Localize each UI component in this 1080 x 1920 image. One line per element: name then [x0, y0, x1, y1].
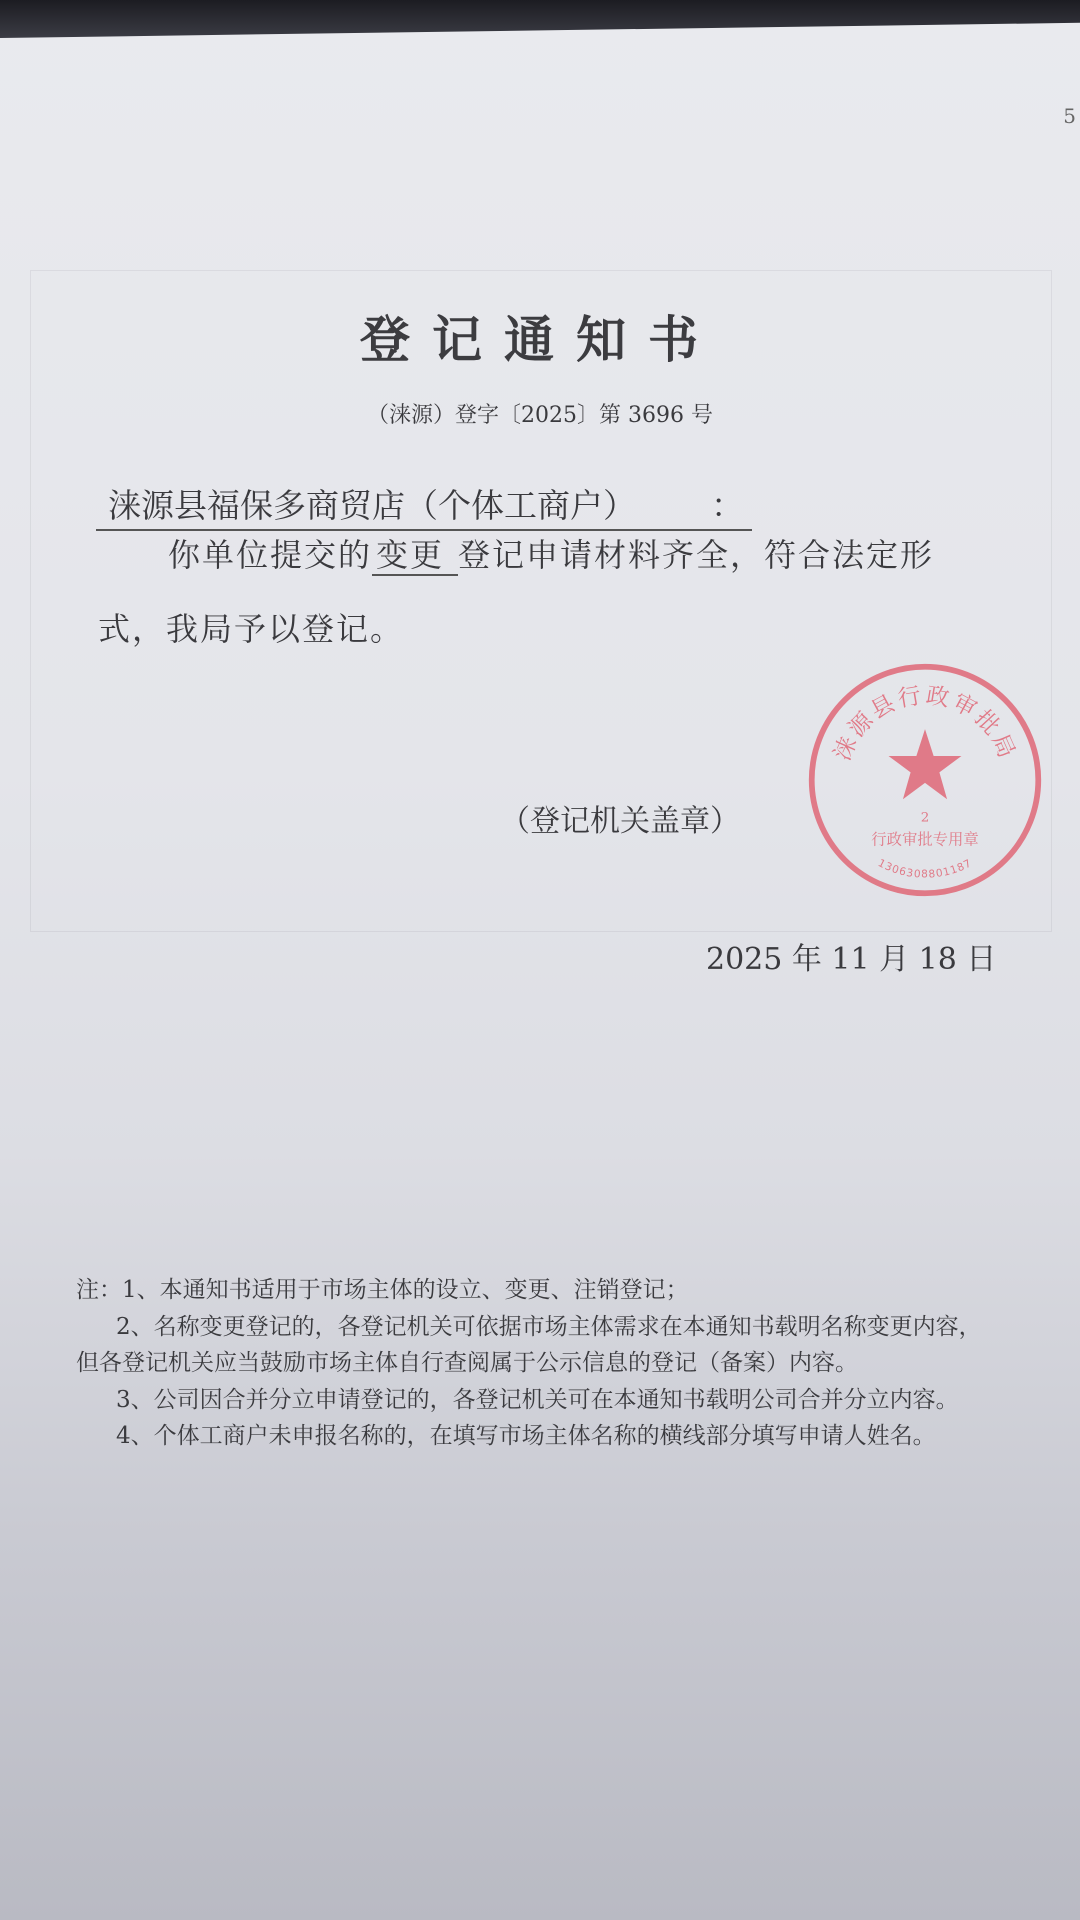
document-number: （涞源）登字〔2025〕第 3696 号 — [367, 403, 713, 428]
body-prefix: 你单位提交的 — [168, 536, 373, 574]
document-title: 登记通知书 — [360, 311, 720, 369]
body-suffix: 登记申请材料齐全，符合法定形 — [458, 536, 935, 574]
note-2: 2、名称变更登记的，各登记机关可依据市场主体需求在本通知书载明名称变更内容， — [116, 1313, 982, 1340]
seal-small-number: 2 — [920, 810, 930, 826]
addressee-line — [96, 480, 752, 531]
body-line-2: 式，我局予以登记。 — [98, 610, 405, 648]
note-2-cont: 但各登记机关应当鼓励市场主体自行查阅属于公示信息的登记（备案）内容。 — [76, 1350, 858, 1376]
official-seal — [805, 660, 1045, 900]
registration-type: 变更 — [372, 536, 458, 576]
svg-text:1306308801187 — [876, 857, 974, 880]
page-edge-mark: 5 — [1063, 104, 1076, 128]
photo-background-edge — [0, 0, 1080, 38]
note-1: 注：1、本通知书适用于市场主体的设立、变更、注销登记； — [76, 1277, 689, 1303]
note-3: 3、公司因合并分立申请登记的，各登记机关可在本通知书载明公司合并分立内容。 — [116, 1386, 959, 1413]
seal-star-icon — [889, 729, 962, 799]
notes-section — [76, 1272, 1056, 1455]
seal-code: 1306308801187 — [875, 857, 975, 881]
seal-caption: （登记机关盖章） — [500, 804, 740, 839]
seal-outer-text: 涞源县行政审批局 — [829, 682, 1021, 765]
seal-inner-text: 行政审批专用章 — [871, 830, 979, 849]
body-line-1 — [168, 530, 934, 576]
issue-date: 2025 年 11 月 18 日 — [706, 942, 997, 977]
note-4: 4、个体工商户未申报名称的，在填写市场主体名称的横线部分填写申请人姓名。 — [116, 1423, 936, 1449]
addressee-colon: ： — [711, 486, 744, 525]
addressee-name: 涞源县福保多商贸店（个体工商户） — [108, 486, 636, 525]
